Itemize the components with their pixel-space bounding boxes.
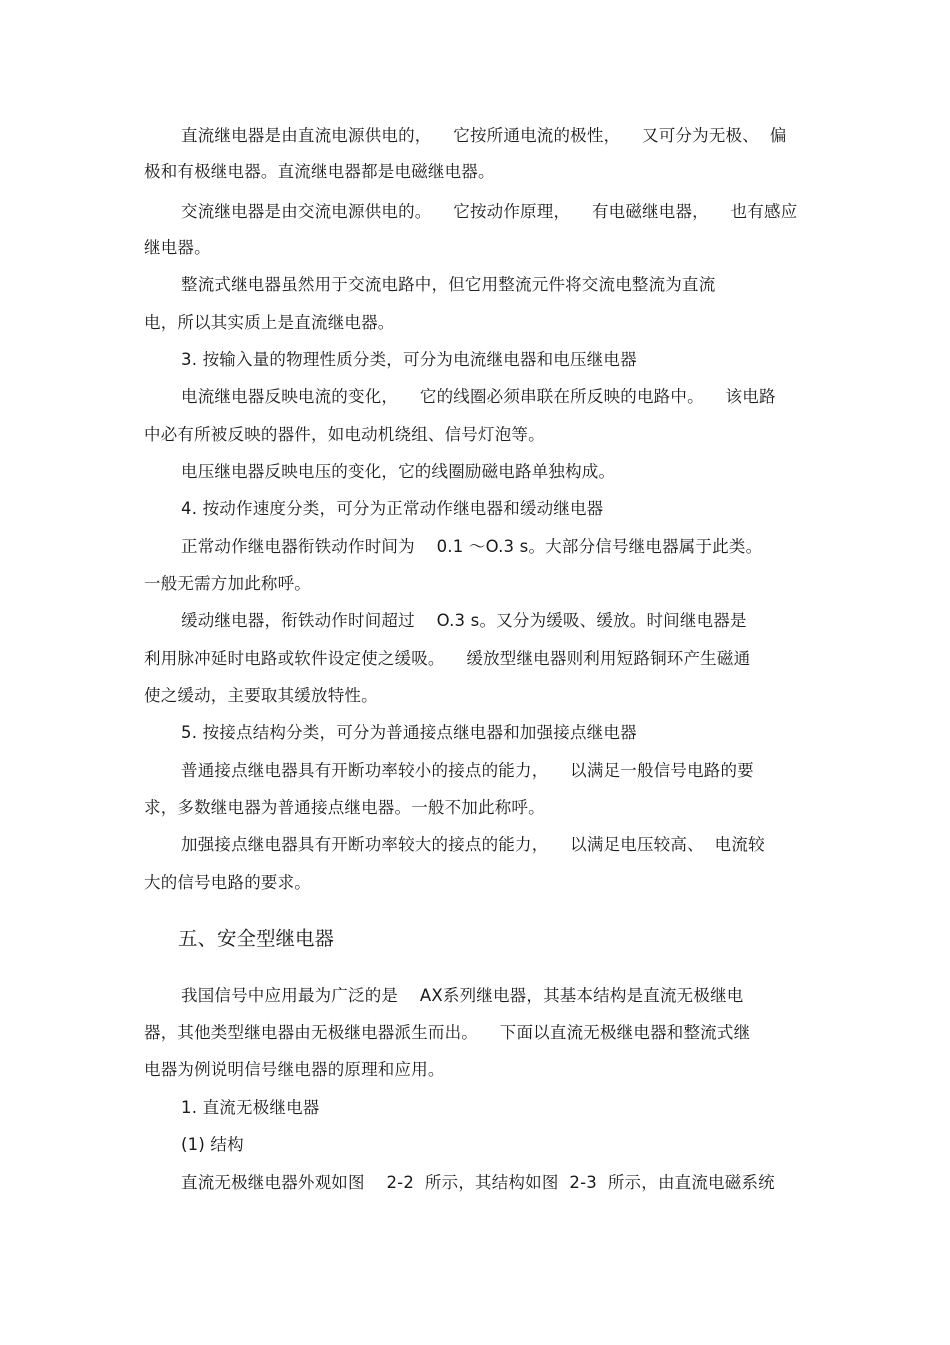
section-heading: 五、安全型继电器 [178, 927, 335, 950]
paragraph-line: 交流继电器是由交流电源供电的。 它按动作原理， 有电磁继电器， 也有感应 [181, 202, 798, 221]
list-heading: 1. 直流无极继电器 [181, 1098, 320, 1117]
paragraph-line: 整流式继电器虽然用于交流电路中，但它用整流元件将交流电整流为直流 [181, 275, 716, 294]
paragraph-line: 一般无需方加此称呼。 [144, 574, 311, 593]
paragraph-line: 利用脉冲延时电路或软件设定使之缓吸。 缓放型继电器则利用短路铜环产生磁通 [144, 649, 751, 668]
paragraph-line: 正常动作继电器衔铁动作时间为 0.1 ～O.3 s。大部分信号继电器属于此类。 [181, 537, 763, 556]
paragraph-line: 器，其他类型继电器由无极继电器派生而出。 下面以直流无极继电器和整流式继 [144, 1023, 751, 1042]
paragraph-line: 直流继电器是由直流电源供电的， 它按所通电流的极性， 又可分为无极、 偏 [181, 126, 787, 145]
paragraph-line: 电压继电器反映电压的变化，它的线圈励磁电路单独构成。 [181, 462, 616, 481]
list-heading: 4. 按动作速度分类，可分为正常动作继电器和缓动继电器 [181, 499, 604, 518]
paragraph-line: 电，所以其实质上是直流继电器。 [144, 313, 395, 332]
paragraph-line: 加强接点继电器具有开断功率较大的接点的能力， 以满足电压较高、 电流较 [181, 835, 765, 854]
paragraph-line: 大的信号电路的要求。 [144, 873, 311, 892]
paragraph-line: 缓动继电器，衔铁动作时间超过 O.3 s。又分为缓吸、缓放。时间继电器是 [181, 611, 747, 630]
paragraph-line: 求，多数继电器为普通接点继电器。一般不加此称呼。 [144, 798, 545, 817]
list-heading: 3. 按输入量的物理性质分类，可分为电流继电器和电压继电器 [181, 350, 637, 369]
paragraph-line: 普通接点继电器具有开断功率较小的接点的能力， 以满足一般信号电路的要 [181, 761, 754, 780]
paragraph-line: 极和有极继电器。直流继电器都是电磁继电器。 [144, 162, 495, 181]
paragraph-line: 电流继电器反映电流的变化， 它的线圈必须串联在所反映的电路中。 该电路 [181, 387, 776, 406]
paragraph-line: 继电器。 [144, 238, 211, 257]
list-heading: 5. 按接点结构分类，可分为普通接点继电器和加强接点继电器 [181, 723, 637, 742]
sub-heading: (1) 结构 [181, 1135, 244, 1154]
paragraph-line: 电器为例说明信号继电器的原理和应用。 [144, 1060, 445, 1079]
paragraph-line: 我国信号中应用最为广泛的是 AX系列继电器，其基本结构是直流无极继电 [181, 986, 744, 1005]
paragraph-line: 使之缓动，主要取其缓放特性。 [144, 686, 378, 705]
paragraph-line: 中必有所被反映的器件，如电动机绕组、信号灯泡等。 [144, 425, 545, 444]
paragraph-line: 直流无极继电器外观如图 2-2 所示，其结构如图 2-3 所示，由直流电磁系统 [181, 1173, 775, 1192]
